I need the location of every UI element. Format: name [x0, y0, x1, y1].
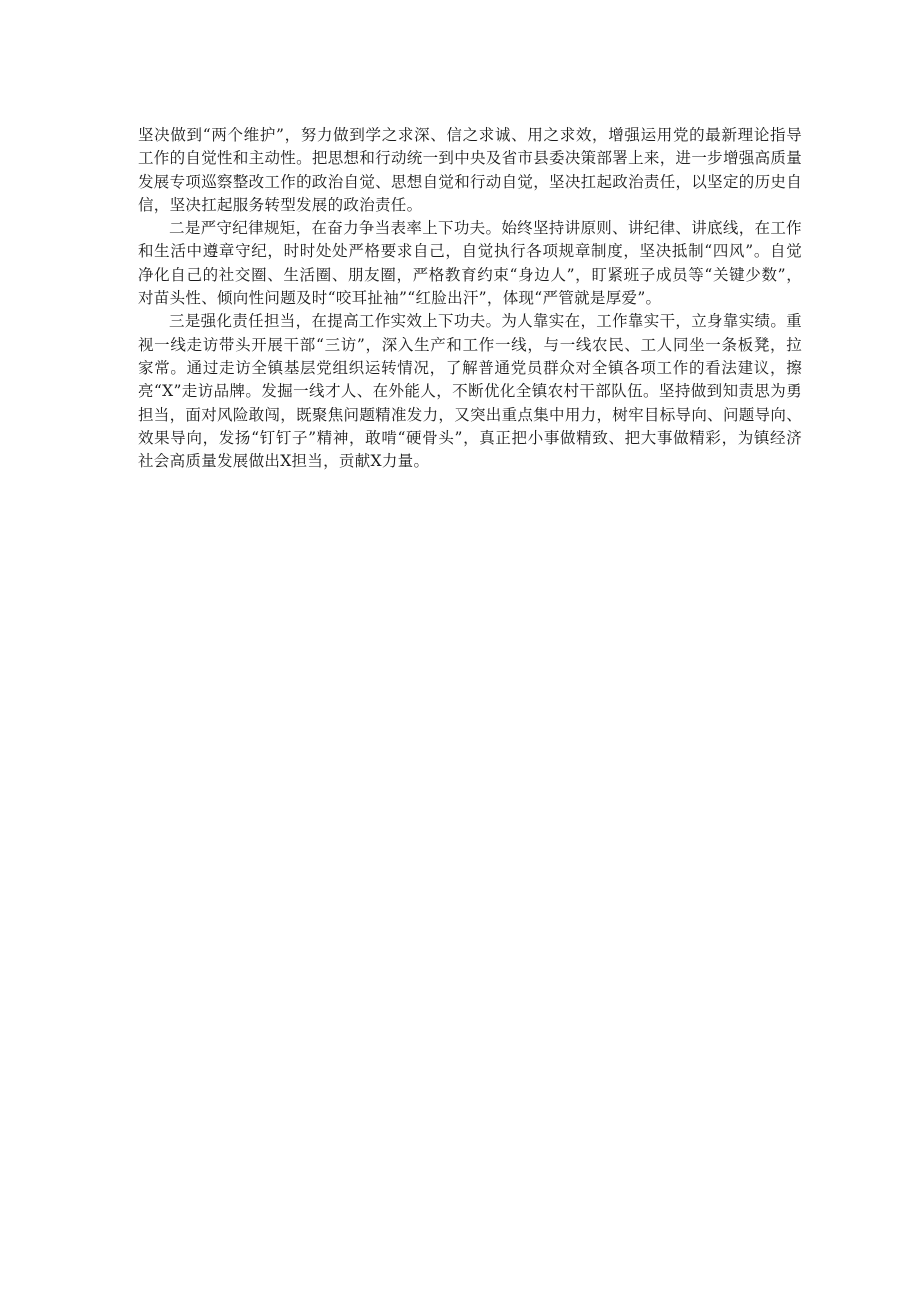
paragraph-responsibility: 三是强化责任担当，在提高工作实效上下功夫。为人靠实在，工作靠实干，立身靠实绩。重视一线走访带头开展干部“三访”，深入生产和工作一线，与一线农民、工人同坐一条板凳，拉家常。通过走访全镇基层党组织运转情况，了解普通党员群众对全镇各项工作的看法建议，擦亮“X”走访品牌。发掘一线才人、在外能人，不断优化全镇农村干部队伍。坚持做到知责思为勇担当，面对风险敢闯，既聚焦问题精准发力，又突出重点集中用力，树牢目标导向、问题导向、效果导向，发扬“钉钉子”精神，敢啃“硬骨头”，真正把小事做精致、把大事做精彩，为镇经济社会高质量发展做出X担当，贡献X力量。	[138, 312, 802, 471]
document-body	[138, 124, 802, 473]
paragraph-continuation: 坚决做到“两个维护”，努力做到学之求深、信之求诚、用之求效，增强运用党的最新理论指导工作的自觉性和主动性。把思想和行动统一到中央及省市县委决策部署上来，进一步增强高质量发展专项巡察整改工作的政治自觉、思想自觉和行动自觉，坚决扛起政治责任，以坚定的历史自信，坚决扛起服务转型发展的政治责任。	[138, 126, 802, 214]
paragraph-discipline: 二是严守纪律规矩，在奋力争当表率上下功夫。始终坚持讲原则、讲纪律、讲底线，在工作和生活中遵章守纪，时时处处严格要求自己，自觉执行各项规章制度，坚决抵制“四风”。自觉净化自己的社交圈、生活圈、朋友圈，严格教育约束“身边人”，盯紧班子成员等“关键少数”，对苗头性、倾向性问题及时“咬耳扯袖”“红脸出汗”，体现“严管就是厚爱”。	[138, 219, 802, 308]
